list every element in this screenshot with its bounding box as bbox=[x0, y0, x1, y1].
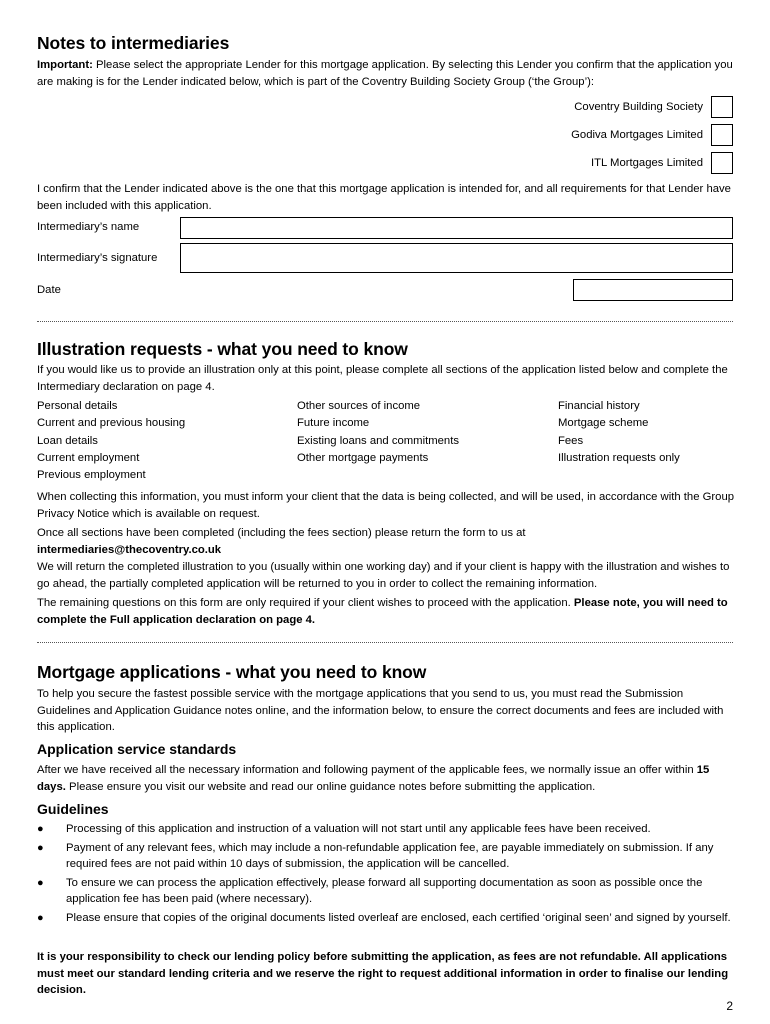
list-item: Other mortgage payments bbox=[297, 451, 429, 464]
section-title-mortgage: Mortgage applications - what you need to know bbox=[37, 662, 427, 682]
page-number: 2 bbox=[726, 999, 733, 1013]
lender-confirmation-text: I confirm that the Lender indicated above is the one that this mortgage application is intended for, and all requirements for that Lender have been included with this application. bbox=[37, 183, 731, 212]
list-item: Financial history bbox=[558, 400, 640, 412]
declaration-note: Please note, you will need to complete the Full application declaration on page 4. bbox=[37, 597, 728, 626]
lender-option-godiva[interactable] bbox=[571, 124, 733, 146]
date-label: Date bbox=[37, 284, 61, 296]
sections-column-1 bbox=[37, 398, 297, 484]
remaining-text: The remaining questions on this form are only required if your client wishes to proceed with the application. bbox=[37, 597, 574, 609]
return-instructions bbox=[37, 525, 737, 558]
guidelines-heading: Guidelines bbox=[37, 801, 109, 817]
intermediary-name-field[interactable] bbox=[180, 217, 733, 239]
section-divider bbox=[37, 642, 733, 643]
privacy-notice-text: When collecting this information, you must inform your client that the data is being collected, and will be used, in accordance with the Group Privacy Notice which is available on request. bbox=[37, 491, 735, 520]
list-item: Current employment bbox=[37, 451, 140, 464]
required-sections-list bbox=[37, 398, 737, 484]
lender-label: Godiva Mortgages Limited bbox=[571, 129, 703, 141]
section-title-intermediaries: Notes to intermediaries bbox=[37, 33, 230, 53]
standards-days: 15 days. bbox=[37, 764, 710, 793]
section-divider bbox=[37, 321, 733, 322]
guideline-text: Payment of any relevant fees, which may include a non-refundable application fee, are payable immediately on submission. If any required fees are not paid within 10 days of submission, the application will be cancelled. bbox=[66, 841, 714, 870]
important-paragraph bbox=[37, 57, 737, 90]
return-process-text: We will return the completed illustration to you (usually within one working day) and if your client is happy with the illustration and wishes to go ahead, the partially completed application will be returned to you in order to collect the remaining information. bbox=[37, 561, 730, 590]
lender-label: ITL Mortgages Limited bbox=[591, 157, 703, 169]
sections-column-3 bbox=[558, 398, 728, 484]
guideline-item bbox=[37, 821, 737, 838]
intermediary-name-label: Intermediary’s name bbox=[37, 221, 140, 233]
mortgage-intro: To help you secure the fastest possible service with the mortgage applications that you send to us, you must read the Submission Guidelines and Application Guidance notes online, and the information below, to ensure the correct documents and fees are included with this application. bbox=[37, 688, 724, 733]
intermediary-signature-label: Intermediary’s signature bbox=[37, 252, 158, 264]
intermediary-signature-field[interactable] bbox=[180, 243, 733, 273]
lender-checkbox[interactable] bbox=[711, 96, 733, 118]
lender-option-itl[interactable] bbox=[591, 152, 733, 174]
list-item: Illustration requests only bbox=[558, 451, 680, 464]
bullet-icon: ● bbox=[37, 911, 44, 924]
responsibility-statement: It is your responsibility to check our lending policy before submitting the application, as fees are not refundable. All applications must meet our standard lending criteria and we reserve the right to request additional information in order to finalise our lending decision. bbox=[37, 951, 729, 996]
bullet-icon: ● bbox=[37, 876, 44, 889]
guideline-text: Processing of this application and instruction of a valuation will not start until any applicable fees have been received. bbox=[66, 823, 651, 835]
standards-text-part: After we have received all the necessary information and following payment of the applicable fees, we normally issue an offer within bbox=[37, 764, 697, 776]
illustration-intro: If you would like us to provide an illustration only at this point, please complete all sections of the application listed below and complete the Intermediary declaration on page 4. bbox=[37, 364, 728, 393]
list-item: Future income bbox=[297, 417, 370, 430]
date-field[interactable] bbox=[573, 279, 733, 301]
list-item: Other sources of income bbox=[297, 400, 421, 412]
guideline-text: To ensure we can process the application effectively, please forward all supporting documentation as soon as possible once the application fee has been paid (where necessary). bbox=[66, 876, 703, 905]
important-text: Please select the appropriate Lender for this mortgage application. By selecting this Lender you confirm that the application you are making is for the Lender indicated below, which is part of the Coventry Building Society Group (‘the Group’): bbox=[37, 59, 733, 88]
guideline-item bbox=[37, 840, 737, 873]
standards-text-part: Please ensure you visit our website and read our online guidance notes before submitting the application. bbox=[65, 780, 596, 793]
important-label: Important: bbox=[37, 59, 93, 71]
section-title-illustration: Illustration requests - what you need to know bbox=[37, 339, 408, 359]
sections-column-2 bbox=[297, 398, 558, 484]
lender-label: Coventry Building Society bbox=[574, 101, 703, 113]
list-item: Existing loans and commitments bbox=[297, 434, 459, 447]
lender-checkbox[interactable] bbox=[711, 124, 733, 146]
guideline-item bbox=[37, 910, 737, 927]
guideline-item bbox=[37, 875, 737, 908]
return-text: Once all sections have been completed (including the fees section) please return the form to us at bbox=[37, 527, 526, 539]
bullet-icon: ● bbox=[37, 841, 44, 854]
lender-checkbox[interactable] bbox=[711, 152, 733, 174]
list-item: Previous employment bbox=[37, 469, 146, 482]
list-item: Mortgage scheme bbox=[558, 417, 649, 430]
list-item: Current and previous housing bbox=[37, 417, 186, 430]
list-item: Fees bbox=[558, 434, 584, 447]
guidelines-list bbox=[37, 821, 737, 928]
service-standards-heading: Application service standards bbox=[37, 741, 237, 757]
service-standards-text bbox=[37, 762, 737, 795]
lender-option-coventry[interactable] bbox=[574, 96, 733, 118]
guideline-text: Please ensure that copies of the original documents listed overleaf are enclosed, each certified ‘original seen’ and signed by yourself. bbox=[66, 911, 731, 924]
list-item: Personal details bbox=[37, 400, 118, 412]
remaining-questions-text bbox=[37, 595, 737, 628]
bullet-icon: ● bbox=[37, 823, 44, 835]
email-link[interactable]: intermediaries@thecoventry.co.uk bbox=[37, 543, 222, 556]
list-item: Loan details bbox=[37, 434, 98, 447]
